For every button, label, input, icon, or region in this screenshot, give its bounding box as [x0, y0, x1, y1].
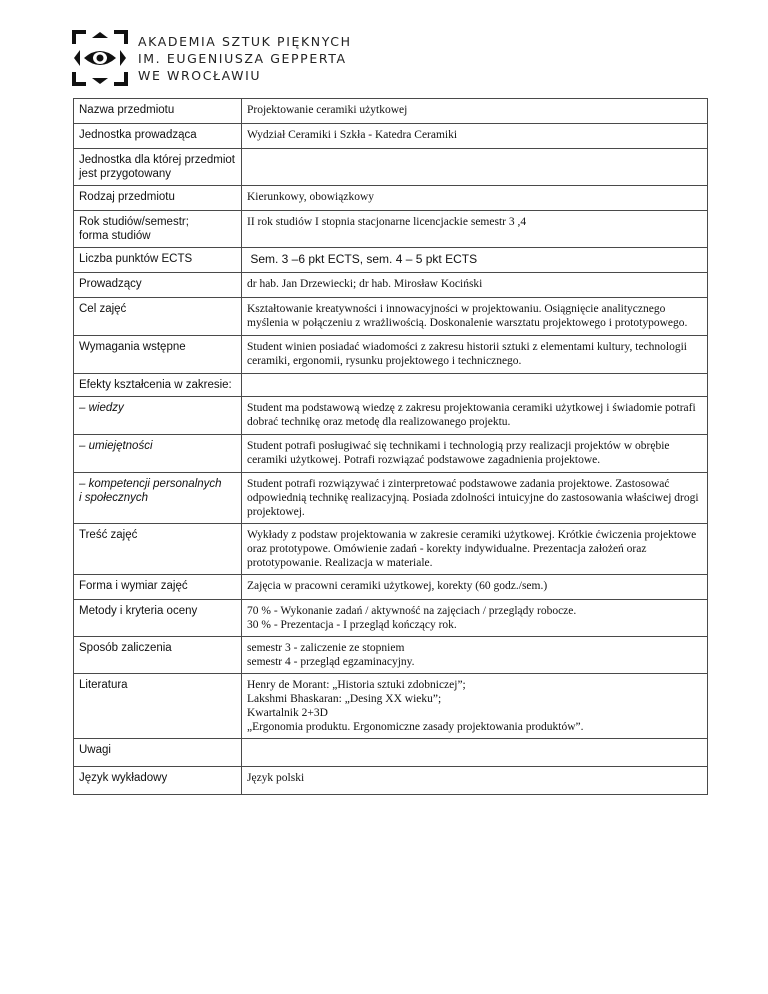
- row-value: Student ma podstawową wiedzę z zakresu projektowania ceramiki użytkowej i świadomie potrafi dobrać technikę oraz metodę dla realizowanego projektu.: [242, 397, 708, 435]
- row-label: Nazwa przedmiotu: [74, 99, 242, 124]
- table-row: [74, 674, 708, 739]
- row-value: Projektowanie ceramiki użytkowej: [242, 99, 708, 124]
- table-row: [74, 600, 708, 637]
- row-value: Język polski: [242, 767, 708, 795]
- row-value: Wydział Ceramiki i Szkła - Katedra Ceramiki: [242, 124, 708, 149]
- institution-line: WE WROCŁAWIU: [138, 67, 262, 83]
- row-value: II rok studiów I stopnia stacjonarne licencjackie semestr 3 ,4: [242, 211, 708, 248]
- table-row: [74, 767, 708, 795]
- institution-line: IM. EUGENIUSZA GEPPERTA: [138, 50, 347, 66]
- course-info-table: [73, 98, 708, 795]
- table-row: [74, 99, 708, 124]
- row-label: Efekty kształcenia w zakresie:: [74, 374, 242, 397]
- row-label: Prowadzący: [74, 273, 242, 298]
- row-label: – wiedzy: [74, 397, 242, 435]
- row-label: Literatura: [74, 674, 242, 739]
- row-label: Wymagania wstępne: [74, 336, 242, 374]
- row-label: Forma i wymiar zajęć: [74, 575, 242, 600]
- row-label: Cel zajęć: [74, 298, 242, 336]
- table-row: [74, 186, 708, 211]
- row-value: Zajęcia w pracowni ceramiki użytkowej, korekty (60 godz./sem.): [242, 575, 708, 600]
- row-value: Student winien posiadać wiadomości z zakresu historii sztuki z elementami kultury, technologii ceramiki, ergonomii, rysunku projektowego i technicznego.: [242, 336, 708, 374]
- table-row: [74, 336, 708, 374]
- institution-line: AKADEMIA SZTUK PIĘKNYCH: [138, 33, 352, 49]
- row-value: [242, 149, 708, 186]
- table-row: [74, 575, 708, 600]
- row-value: Kierunkowy, obowiązkowy: [242, 186, 708, 211]
- row-label: Jednostka prowadząca: [74, 124, 242, 149]
- row-label: – kompetencji personalnych i społecznych: [74, 473, 242, 524]
- row-value: Student potrafi rozwiązywać i zinterpretować podstawowe zadania projektowe. Zastosować odpowiednią technikę realizacyjną. Posiada zdolności intuicyjne do zastosowania właściwej drogi projektowej.: [242, 473, 708, 524]
- row-value: Kształtowanie kreatywności i innowacyjności w projektowaniu. Osiągnięcie analitycznego myślenia w połączeniu z wrażliwością. Doskonalenie warsztatu projektowego i prototypowego.: [242, 298, 708, 336]
- row-value: Henry de Morant: „Historia sztuki zdobniczej”; Lakshmi Bhaskaran: „Desing XX wieku”; Kwartalnik 2+3D „Ergonomia produktu. Ergonomiczne zasady projektowania produktów”.: [242, 674, 708, 739]
- row-value: Wykłady z podstaw projektowania w zakresie ceramiki użytkowej. Krótkie ćwiczenia projektowe oraz prototypowe. Omówienie zadań - korekty indywidualne. Prezentacja założeń oraz prototypowanie. Realizacja w materiale.: [242, 524, 708, 575]
- row-label: Język wykładowy: [74, 767, 242, 795]
- row-value: semestr 3 - zaliczenie ze stopniem semestr 4 - przegląd egzaminacyjny.: [242, 637, 708, 674]
- table-row: [74, 149, 708, 186]
- row-label: Rok studiów/semestr; forma studiów: [74, 211, 242, 248]
- row-value: [242, 739, 708, 767]
- table-row: [74, 473, 708, 524]
- row-value: Sem. 3 –6 pkt ECTS, sem. 4 – 5 pkt ECTS: [242, 248, 708, 273]
- table-row: [74, 739, 708, 767]
- row-label: Jednostka dla której przedmiot jest przygotowany: [74, 149, 242, 186]
- row-value: Student potrafi posługiwać się technikami i technologią przy realizacji projektów w obrębie ceramiki użytkowej. Potrafi rozwiązać podstawowe zagadnienia projektowe.: [242, 435, 708, 473]
- row-label: Treść zajęć: [74, 524, 242, 575]
- asp-eye-logo: [72, 30, 128, 86]
- row-value: dr hab. Jan Drzewiecki; dr hab. Mirosław Kociński: [242, 273, 708, 298]
- table-row: [74, 248, 708, 273]
- table-row: [74, 273, 708, 298]
- institution-name: [138, 33, 352, 84]
- table-row: [74, 637, 708, 674]
- row-label: Rodzaj przedmiotu: [74, 186, 242, 211]
- row-value: 70 % - Wykonanie zadań / aktywność na zajęciach / przeglądy robocze. 30 % - Prezentacja - I przegląd kończący rok.: [242, 600, 708, 637]
- table-row: [74, 211, 708, 248]
- row-label: – umiejętności: [74, 435, 242, 473]
- table-row: [74, 374, 708, 397]
- table-row: [74, 298, 708, 336]
- table-row: [74, 524, 708, 575]
- row-label: Metody i kryteria oceny: [74, 600, 242, 637]
- institution-header: [72, 30, 352, 86]
- row-label: Uwagi: [74, 739, 242, 767]
- row-label: Liczba punktów ECTS: [74, 248, 242, 273]
- table-row: [74, 397, 708, 435]
- table-row: [74, 435, 708, 473]
- row-value: [242, 374, 708, 397]
- row-label: Sposób zaliczenia: [74, 637, 242, 674]
- table-row: [74, 124, 708, 149]
